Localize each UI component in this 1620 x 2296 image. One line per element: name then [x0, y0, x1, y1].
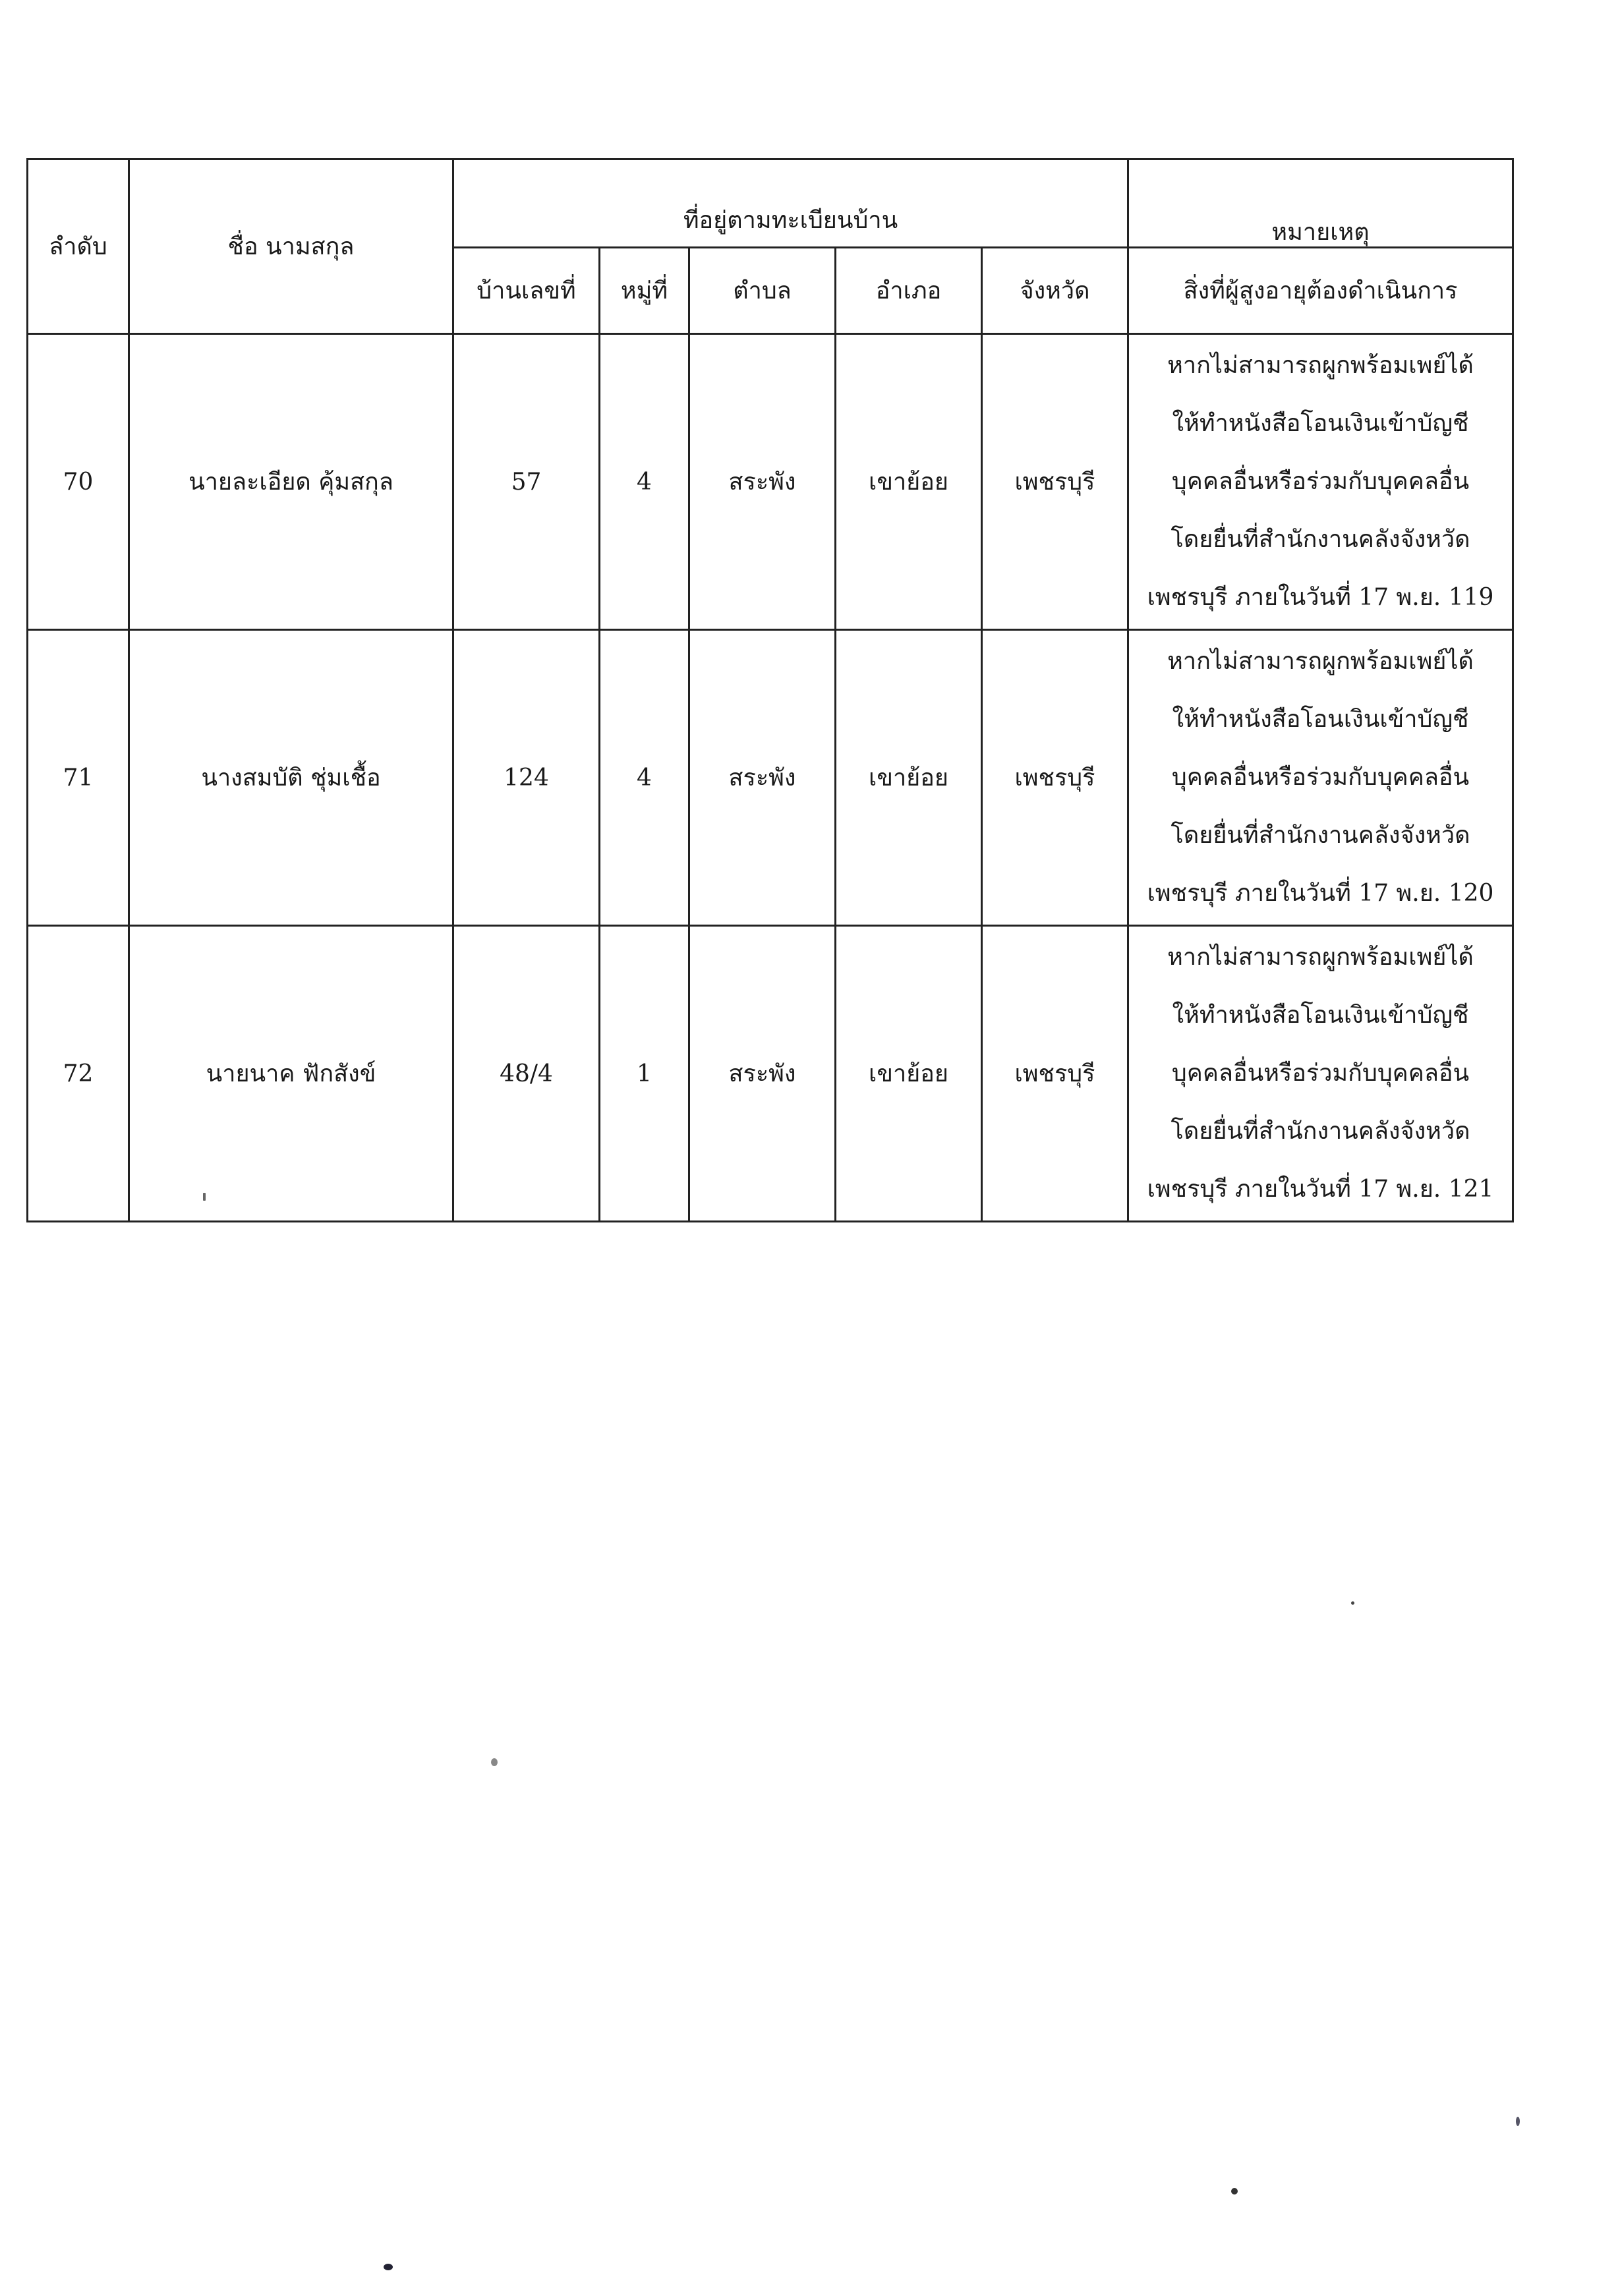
cell-province: เพชรบุรี	[982, 630, 1128, 926]
cell-remark	[1128, 630, 1513, 926]
cell-name: นางสมบัติ ชุ่มเชื้อ	[129, 630, 453, 926]
cell-tambon: สระพัง	[689, 926, 836, 1222]
scan-speck	[1351, 1601, 1354, 1605]
remark-line: เพชรบุรี ภายในวันที่ 17 พ.ย. 120	[1147, 880, 1494, 907]
remark-line: ให้ทำหนังสือโอนเงินเข้าบัญชี	[1172, 706, 1469, 733]
elderly-payment-table	[26, 158, 1514, 1222]
remark-line: เพชรบุรี ภายในวันที่ 17 พ.ย. 119	[1147, 584, 1494, 612]
remark-line: ให้ทำหนังสือโอนเงินเข้าบัญชี	[1172, 410, 1469, 438]
remark-line: บุคคลอื่นหรือร่วมกับบุคคลอื่น	[1171, 468, 1470, 496]
cell-amphoe: เขาย้อย	[836, 334, 982, 630]
document-sheet	[26, 158, 1512, 1222]
remark-line: โดยยื่นที่สำนักงานคลังจังหวัด	[1171, 526, 1470, 554]
header-name: ชื่อ นามสกุล	[129, 159, 453, 334]
cell-no: 71	[28, 630, 129, 926]
scan-speck	[384, 2264, 393, 2270]
cell-moo: 4	[600, 334, 689, 630]
cell-amphoe: เขาย้อย	[836, 630, 982, 926]
remark-line: หากไม่สามารถผูกพร้อมเพย์ได้	[1167, 352, 1474, 380]
cell-amphoe: เขาย้อย	[836, 926, 982, 1222]
remark-line: โดยยื่นที่สำนักงานคลังจังหวัด	[1171, 822, 1470, 849]
cell-province: เพชรบุรี	[982, 334, 1128, 630]
header-province: จังหวัด	[982, 248, 1128, 334]
cell-tambon: สระพัง	[689, 630, 836, 926]
remark-line: หากไม่สามารถผูกพร้อมเพย์ได้	[1167, 944, 1474, 971]
table-row	[28, 926, 1513, 1222]
table-row	[28, 630, 1513, 926]
header-amphoe: อำเภอ	[836, 248, 982, 334]
header-moo: หมู่ที่	[600, 248, 689, 334]
cell-name: นายนาค ฟักสังข์	[129, 926, 453, 1222]
cell-remark	[1128, 926, 1513, 1222]
cell-house-no: 57	[453, 334, 600, 630]
cell-no: 72	[28, 926, 129, 1222]
cell-house-no: 48/4	[453, 926, 600, 1222]
cell-tambon: สระพัง	[689, 334, 836, 630]
remark-line: เพชรบุรี ภายในวันที่ 17 พ.ย. 121	[1147, 1176, 1494, 1203]
remark-line: หากไม่สามารถผูกพร้อมเพย์ได้	[1167, 648, 1474, 675]
header-remark: หมายเหตุ	[1128, 159, 1513, 248]
scan-speck	[1516, 2117, 1520, 2126]
header-address: ที่อยู่ตามทะเบียนบ้าน	[453, 159, 1128, 248]
remark-line: บุคคลอื่นหรือร่วมกับบุคคลอื่น	[1171, 764, 1470, 791]
cell-name: นายละเอียด คุ้มสกุล	[129, 334, 453, 630]
header-house-no: บ้านเลขที่	[453, 248, 600, 334]
scan-speck	[1231, 2188, 1238, 2195]
cell-province: เพชรบุรี	[982, 926, 1128, 1222]
remark-line: โดยยื่นที่สำนักงานคลังจังหวัด	[1171, 1118, 1470, 1145]
remark-line: บุคคลอื่นหรือร่วมกับบุคคลอื่น	[1171, 1060, 1470, 1087]
cell-remark	[1128, 334, 1513, 630]
scan-speck	[203, 1193, 206, 1201]
cell-moo: 4	[600, 630, 689, 926]
scan-speck	[491, 1758, 498, 1766]
cell-house-no: 124	[453, 630, 600, 926]
header-action: สิ่งที่ผู้สูงอายุต้องดำเนินการ	[1128, 248, 1513, 334]
remark-line: ให้ทำหนังสือโอนเงินเข้าบัญชี	[1172, 1002, 1469, 1029]
header-tambon: ตำบล	[689, 248, 836, 334]
cell-no: 70	[28, 334, 129, 630]
header-no: ลำดับ	[28, 159, 129, 334]
table-row	[28, 334, 1513, 630]
cell-moo: 1	[600, 926, 689, 1222]
